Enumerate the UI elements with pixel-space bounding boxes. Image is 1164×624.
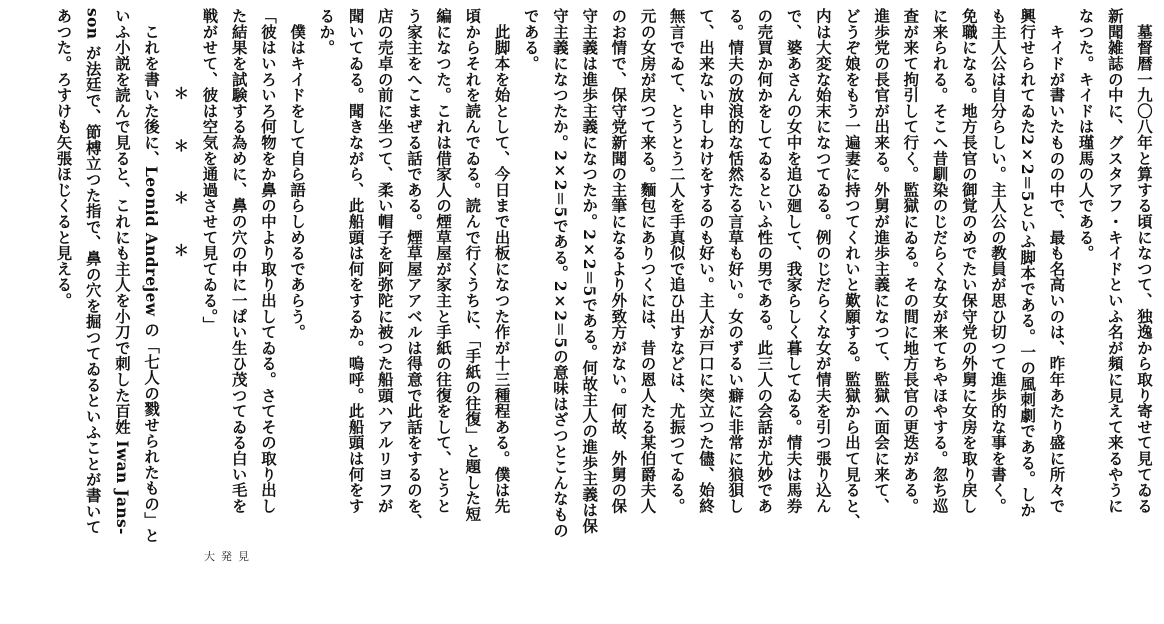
text-column: のお情で、保守党新聞の主筆になるより外致方がない。何故、外舅の保 <box>609 8 628 514</box>
text-column: で、婆あさんの女中を追ひ廻して、我家らしく暮してゐる。情夫は馬券 <box>784 8 803 514</box>
text-column: 免職になる。地方長官の御覚のめでたい保守党の外舅に女房を取り戻し <box>959 8 978 514</box>
text-column: 守主義は進歩主義になつたか。2×2＝5である。何故主人の進歩主義は保 <box>580 8 599 534</box>
text-column: 聞いてゐる。聞きながら、此船頭は何をするか。嗚呼。此船頭は何をす <box>346 8 365 514</box>
text-column: son が法廷で、節榑立つた指で、鼻の穴を掘つてゐるといふことが書いて <box>83 8 102 535</box>
text-column: う家主をへこまぜる話である。煙草屋アアベルは得意で此話をするのを、 <box>404 8 423 530</box>
text-column: て、出来ない申しわけをするのも好い。主人が戸口に突立つた儘、始終 <box>696 8 715 514</box>
text-column: 査が来て拘引して行く。監獄にゐる。その間に地方長官の更迭がある。 <box>901 8 920 514</box>
text-column: である。 <box>521 8 540 72</box>
text-column: 頃からそれを読んでゐる。読んで行くうちに、「手紙の往復」と題した短 <box>463 8 482 522</box>
text-column: た結果を試験する為めに、鼻の穴の中に一ぱい生ひ茂つてゐる白い毛を <box>229 8 248 514</box>
text-column: 墓督暦一九〇八年と算する頃になつて、独逸から取り寄せて見てゐる <box>1135 8 1153 514</box>
text-column: あつた。ろすけも矢張ほじくると見える。 <box>54 8 73 309</box>
text-column: 戦がせて、彼は空気を通過させて見てゐる。」 <box>200 8 219 333</box>
text-column: も主人公は自分らしい。主人公の教員が思ひ切つて進歩的な事を書く。 <box>988 8 1007 514</box>
text-column: 僕はキイドをして自ら語らしめるであらう。 <box>288 8 307 340</box>
text-column: 此脚本を始として、今日まで出板になつた作が十三種程ある。僕は先 <box>492 8 511 514</box>
text-column: これを書いた後に、Leonid Andrejew の「七人の戮せられたもの」と <box>142 8 161 544</box>
text-column: 興行せられてゐた2×2＝5といふ脚本である。一の風刺劇である。しか <box>1018 8 1037 518</box>
text-column: 進歩党の長官が出来る。外舅が進歩主義になつて、監獄へ面会に来て、 <box>872 8 891 514</box>
text-column: なつた。キイドは瑾馬の人である。 <box>1076 8 1095 261</box>
vertical-text-body <box>48 8 1158 564</box>
text-column: キイドが書いたものの中で、最も名高いのは、昨年あたり盛に所々で <box>1047 8 1066 514</box>
text-column: 守主義になつたか。2×2＝5である。2×2＝5の意味はざつとこんなもの <box>550 8 569 539</box>
text-column: に来られる。そこへ昔馴染のじだらくな女が来てちやほやする。忽ち巡 <box>930 8 949 514</box>
text-column: 無言でゐて、とうとう二人を手真似で追ひ出すなどは、尤振つてゐる。 <box>667 8 686 514</box>
text-column: どうぞ娘をもう一遍妻に持つてくれいと歎願する。監獄から出て見ると、 <box>842 8 861 530</box>
text-column: 店の売卓の前に坐つて、柔い帽子を阿弥陀に被つた船頭ハアルリヨフが <box>375 8 394 514</box>
running-footer: 大発見 <box>204 550 255 563</box>
text-column: 新聞雑誌の中に、グスタアフ・キイドといふ名が頻に見えて来るやうに <box>1105 8 1124 514</box>
text-column: の売買か何かをしてゐるといふ性の男である。此三人の会話が尤妙であ <box>755 8 774 514</box>
text-column: 「彼はいろいろ何物をか鼻の中より取り出してゐる。さてその取り出し <box>258 8 277 514</box>
text-column: る。情夫の放浪的な恬然たる言草も好い。女のずるい癖に非常に狼狽し <box>726 8 745 514</box>
text-column: 元の女房が戻つて来る。麵包にありつくには、昔の恩人たる某伯爵夫人 <box>638 8 657 514</box>
text-column: 内は大変な始末になつてゐる。例のじだらくな女が情夫を引つ張り込ん <box>813 8 832 514</box>
text-column: いふ小説を読んで見ると、これにも主人を小刀で刺した百姓 Iwan Jans- <box>112 8 131 535</box>
text-column: るか。 <box>317 8 336 56</box>
text-column: 編になつた。これは借家人の煙草屋が家主と手紙の往復をして、とうと <box>434 8 453 514</box>
section-break-stars: ＊＊＊＊ <box>171 85 190 295</box>
